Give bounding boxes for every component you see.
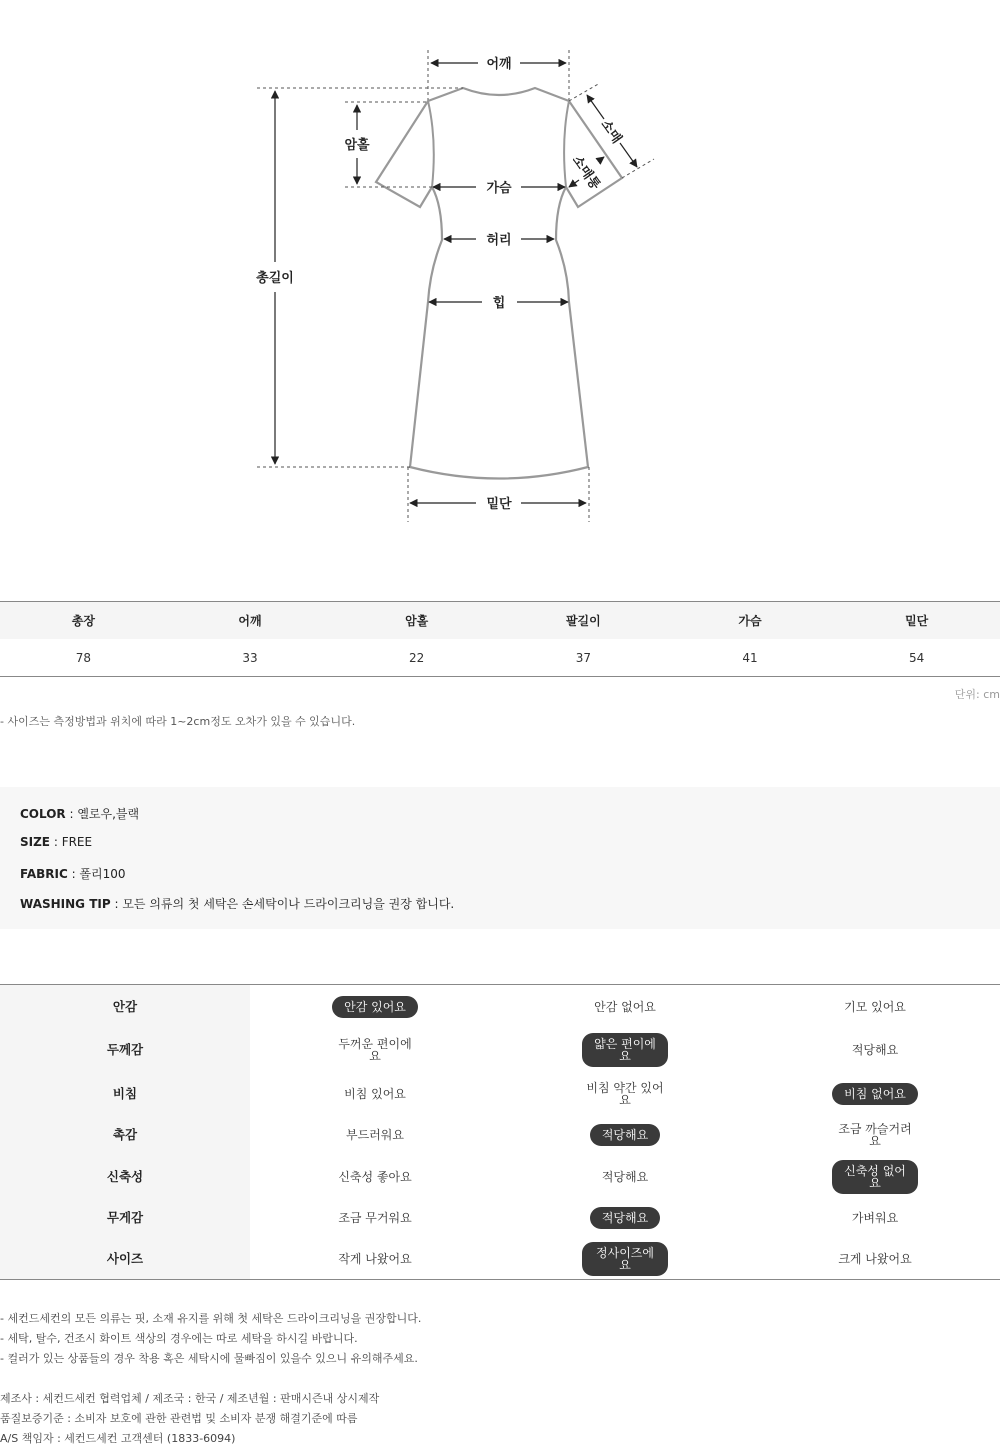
washing-label: WASHING TIP — [20, 897, 111, 911]
property-option-selected: 신축성 없어요 — [832, 1160, 918, 1194]
total-length-label: 총길이 — [256, 271, 294, 286]
size-table-header — [0, 602, 1000, 639]
property-option: 부드러워요 — [346, 1128, 404, 1142]
property-option-cell — [250, 985, 500, 1028]
property-option-cell — [750, 1072, 1000, 1115]
property-option: 조금 무거워요 — [338, 1211, 412, 1225]
size-value-cell: 78 — [75, 650, 91, 665]
color-label: COLOR — [20, 807, 66, 821]
care-note: - 세탁, 탈수, 건조시 화이트 색상의 경우에는 따로 세탁을 하시길 바랍니다. — [0, 1332, 358, 1345]
property-option-cell — [750, 985, 1000, 1028]
size-header-cell: 어깨 — [238, 614, 262, 628]
property-label: 비침 — [112, 1086, 138, 1101]
legal-info: 품질보증기준 : 소비자 보호에 관한 관련법 및 소비자 분쟁 해결기준에 따름 — [0, 1412, 358, 1425]
fabric-info — [20, 865, 126, 882]
property-option: 가벼워요 — [851, 1211, 899, 1225]
size-header-cell: 가슴 — [738, 614, 762, 628]
legal-info: 제조사 : 세컨드세컨 협력업체 / 제조국 : 한국 / 제조년월 : 판매시즌내 상시제작 — [0, 1392, 380, 1405]
property-row — [0, 1028, 1000, 1072]
size-header-cell: 총장 — [71, 614, 95, 628]
unit-label: 단위: cm — [954, 688, 1000, 701]
size-value-cell: 37 — [575, 650, 591, 665]
property-option-cell — [250, 1115, 500, 1155]
size-value-cell: 41 — [742, 650, 758, 665]
hem-label: 밑단 — [486, 497, 512, 512]
property-option: 적당해요 — [851, 1043, 899, 1057]
property-label: 신축성 — [106, 1169, 144, 1184]
fabric-properties-table — [0, 984, 1000, 1280]
property-option: 비침 있어요 — [344, 1086, 406, 1101]
property-option-cell — [750, 1238, 1000, 1279]
property-option-cell — [500, 1115, 750, 1155]
size-table-values — [0, 639, 1000, 676]
property-row — [0, 1115, 1000, 1155]
size-note: - 사이즈는 측정방법과 위치에 따라 1~2cm정도 오차가 있을 수 있습니다. — [0, 715, 356, 728]
size-header-cell: 밑단 — [905, 614, 929, 628]
property-row — [0, 1155, 1000, 1198]
property-option-selected: 적당해요 — [590, 1124, 660, 1146]
property-option: 기모 있어요 — [844, 999, 906, 1014]
size-guide-diagram — [0, 0, 1000, 560]
property-label: 사이즈 — [106, 1251, 144, 1266]
size-value-cell: 33 — [242, 650, 258, 665]
property-option-cell — [750, 1028, 1000, 1072]
size-value: : FREE — [50, 835, 93, 849]
property-label: 두께감 — [106, 1042, 144, 1057]
property-label: 안감 — [112, 999, 138, 1014]
size-value-cell: 22 — [409, 650, 425, 665]
hip-label: 힙 — [492, 296, 506, 311]
property-option-selected: 얇은 편이에요 — [582, 1033, 668, 1067]
shoulder-label: 어깨 — [486, 57, 512, 72]
property-option-cell — [500, 1155, 750, 1198]
care-note: - 세컨드세컨의 모든 의류는 핏, 소재 유지를 위해 첫 세탁은 드라이크리닝을 권장합니다. — [0, 1312, 422, 1325]
property-label: 촉감 — [112, 1127, 138, 1142]
property-option: 안감 없어요 — [594, 999, 656, 1014]
property-option-cell — [750, 1155, 1000, 1198]
property-option-selected: 적당해요 — [590, 1207, 660, 1229]
size-header-cell: 암홀 — [405, 614, 429, 628]
property-row — [0, 1072, 1000, 1115]
sleeve-label: 소매 — [597, 117, 625, 147]
property-row — [0, 1238, 1000, 1279]
size-info — [20, 835, 92, 849]
property-option-cell — [250, 1238, 500, 1279]
property-option: 크게 나왔어요 — [838, 1251, 912, 1266]
property-row — [0, 985, 1000, 1028]
property-option: 조금 까슬거려요 — [838, 1122, 912, 1148]
property-option: 신축성 좋아요 — [338, 1169, 412, 1184]
property-option-cell — [250, 1072, 500, 1115]
fabric-value: : 폴리100 — [67, 867, 126, 881]
size-header-cell: 팔길이 — [565, 614, 601, 628]
dress-outline — [376, 88, 622, 479]
property-option-cell — [250, 1155, 500, 1198]
product-info-box — [0, 787, 1000, 929]
armhole-label: 암홀 — [344, 138, 370, 153]
property-option-selected: 안감 있어요 — [332, 996, 418, 1018]
property-row — [0, 1198, 1000, 1238]
legal-info: A/S 책임자 : 세컨드세컨 고객센터 (1833-6094) — [0, 1432, 236, 1445]
size-label: SIZE — [20, 835, 51, 849]
chest-label: 가슴 — [486, 181, 512, 196]
fabric-label: FABRIC — [20, 867, 68, 881]
property-option: 비침 약간 있어요 — [586, 1080, 664, 1107]
color-info — [20, 805, 139, 822]
property-option-selected: 비침 없어요 — [832, 1083, 918, 1105]
color-value: : 옐로우,블랙 — [65, 807, 140, 821]
size-table — [0, 601, 1000, 677]
property-option: 적당해요 — [601, 1169, 649, 1184]
washing-info — [20, 895, 454, 912]
property-option-cell — [250, 1198, 500, 1238]
property-option-cell — [500, 1072, 750, 1115]
waist-label: 허리 — [486, 233, 512, 248]
property-label: 무게감 — [106, 1210, 144, 1225]
property-option-cell — [750, 1198, 1000, 1238]
property-option-cell — [250, 1028, 500, 1072]
sleeve-width-label: 소매통 — [568, 153, 603, 193]
property-option-cell — [500, 1238, 750, 1279]
care-note: - 컬러가 있는 상품들의 경우 착용 혹은 세탁시에 물빠짐이 있을수 있으니 유의해주세요. — [0, 1352, 418, 1365]
property-option-cell — [500, 1198, 750, 1238]
property-option: 작게 나왔어요 — [338, 1251, 412, 1266]
property-option-cell — [750, 1115, 1000, 1155]
property-option-cell — [500, 985, 750, 1028]
property-option: 두꺼운 편이에요 — [338, 1037, 412, 1063]
size-value-cell: 54 — [909, 650, 925, 665]
washing-value: : 모든 의류의 첫 세탁은 손세탁이나 드라이크리닝을 권장 합니다. — [110, 897, 455, 911]
property-option-selected: 정사이즈에요 — [582, 1242, 668, 1276]
property-option-cell — [500, 1028, 750, 1072]
